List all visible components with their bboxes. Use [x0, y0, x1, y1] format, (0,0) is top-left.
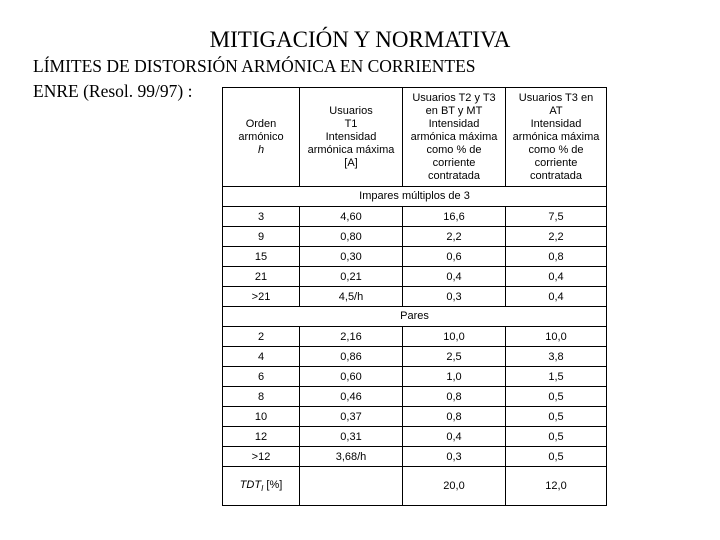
cell-order: 15: [223, 247, 300, 267]
footer-label-unit: [%]: [263, 478, 283, 491]
cell-order: 10: [223, 407, 300, 427]
table-row: [223, 447, 607, 467]
cell-order: 6: [223, 367, 300, 387]
cell-t3-at: 1,5: [506, 367, 607, 387]
cell-t2-t3: 0,3: [403, 287, 506, 307]
cell-order: 2: [223, 327, 300, 347]
cell-t2-t3: 0,6: [403, 247, 506, 267]
cell-t2-t3: 0,8: [403, 387, 506, 407]
cell-t3-at: 0,5: [506, 407, 607, 427]
section-row-odd: [223, 187, 607, 207]
header-t2-line: corriente: [432, 156, 476, 169]
cell-order: 8: [223, 387, 300, 407]
header-t3-line: Intensidad: [530, 117, 582, 130]
header-t2-line: Intensidad: [428, 117, 480, 130]
footer-t2-t3: 20,0: [403, 467, 506, 506]
header-t3-line: contratada: [530, 169, 582, 182]
footer-t1: [300, 467, 403, 506]
cell-t1: 0,46: [300, 387, 403, 407]
footer-label: [223, 467, 300, 506]
cell-t2-t3: 0,4: [403, 427, 506, 447]
header-t1-line: armónica máxima: [307, 143, 395, 156]
cell-t1: 0,80: [300, 227, 403, 247]
subtitle-line-1: LÍMITES DE DISTORSIÓN ARMÓNICA EN CORRIENTES: [33, 56, 476, 76]
header-t3-line: armónica máxima: [512, 130, 600, 143]
cell-order: 9: [223, 227, 300, 247]
header-t1-line: T1: [344, 117, 358, 130]
cell-t3-at: 0,4: [506, 267, 607, 287]
section-row-even: [223, 307, 607, 327]
cell-t1: 2,16: [300, 327, 403, 347]
slide-title: MITIGACIÓN Y NORMATIVA: [209, 27, 511, 52]
cell-t2-t3: 0,8: [403, 407, 506, 427]
cell-t1: 4,60: [300, 207, 403, 227]
cell-t3-at: 3,8: [506, 347, 607, 367]
header-t3-at: [506, 88, 607, 187]
cell-t2-t3: 0,4: [403, 267, 506, 287]
cell-order: >21: [223, 287, 300, 307]
cell-t2-t3: 2,5: [403, 347, 506, 367]
cell-t3-at: 7,5: [506, 207, 607, 227]
header-order-line: h: [257, 143, 265, 156]
table-row: [223, 367, 607, 387]
table-row: [223, 247, 607, 267]
cell-order: 12: [223, 427, 300, 447]
cell-order: >12: [223, 447, 300, 467]
header-order-line: armónico: [238, 130, 284, 143]
cell-t1: 0,21: [300, 267, 403, 287]
header-t3-line: corriente: [534, 156, 578, 169]
cell-t3-at: 0,5: [506, 387, 607, 407]
cell-t1: 0,30: [300, 247, 403, 267]
header-t1-line: [A]: [344, 156, 358, 169]
table-row: [223, 207, 607, 227]
cell-t2-t3: 0,3: [403, 447, 506, 467]
cell-t1: 4,5/h: [300, 287, 403, 307]
header-order-line: Orden: [245, 117, 277, 130]
harmonic-limits-table: [222, 87, 607, 506]
table-row: [223, 327, 607, 347]
header-order: [223, 88, 300, 187]
header-t3-line: como % de: [528, 143, 584, 156]
cell-t1: 0,60: [300, 367, 403, 387]
table-row: [223, 427, 607, 447]
cell-t1: 0,37: [300, 407, 403, 427]
cell-t2-t3: 2,2: [403, 227, 506, 247]
footer-label-sub: I: [261, 484, 264, 494]
cell-t2-t3: 16,6: [403, 207, 506, 227]
header-t2-line: armónica máxima: [410, 130, 498, 143]
cell-t1: 0,86: [300, 347, 403, 367]
table-row: [223, 407, 607, 427]
header-t3-line: AT: [549, 104, 563, 117]
table-row: [223, 387, 607, 407]
cell-t3-at: 2,2: [506, 227, 607, 247]
header-t1-line: Usuarios: [329, 104, 373, 117]
header-t2-t3: [403, 88, 506, 187]
footer-t3-at: 12,0: [506, 467, 607, 506]
table-row: [223, 287, 607, 307]
cell-t2-t3: 10,0: [403, 327, 506, 347]
cell-t3-at: 0,5: [506, 447, 607, 467]
header-t2-line: como % de: [426, 143, 482, 156]
header-t3-line: Usuarios T3 en: [518, 91, 594, 104]
header-t2-line: contratada: [428, 169, 480, 182]
table-row: [223, 267, 607, 287]
footer-row-tdt: [223, 467, 607, 506]
header-t2-line: en BT y MT: [425, 104, 483, 117]
cell-order: 21: [223, 267, 300, 287]
cell-t3-at: 10,0: [506, 327, 607, 347]
footer-label-main: TDT: [239, 478, 262, 491]
section-label-even: Pares: [223, 307, 607, 327]
header-t2-line: Usuarios T2 y T3: [412, 91, 496, 104]
header-t1: [300, 88, 403, 187]
section-label-odd: Impares múltiplos de 3: [223, 187, 607, 207]
table-row: [223, 227, 607, 247]
subtitle-line-2: ENRE (Resol. 99/97) :: [33, 81, 193, 101]
cell-t2-t3: 1,0: [403, 367, 506, 387]
header-t1-line: Intensidad: [325, 130, 377, 143]
cell-order: 3: [223, 207, 300, 227]
cell-t3-at: 0,5: [506, 427, 607, 447]
cell-t3-at: 0,8: [506, 247, 607, 267]
cell-t3-at: 0,4: [506, 287, 607, 307]
cell-order: 4: [223, 347, 300, 367]
table-row: [223, 347, 607, 367]
cell-t1: 3,68/h: [300, 447, 403, 467]
header-row: [223, 88, 607, 187]
cell-t1: 0,31: [300, 427, 403, 447]
